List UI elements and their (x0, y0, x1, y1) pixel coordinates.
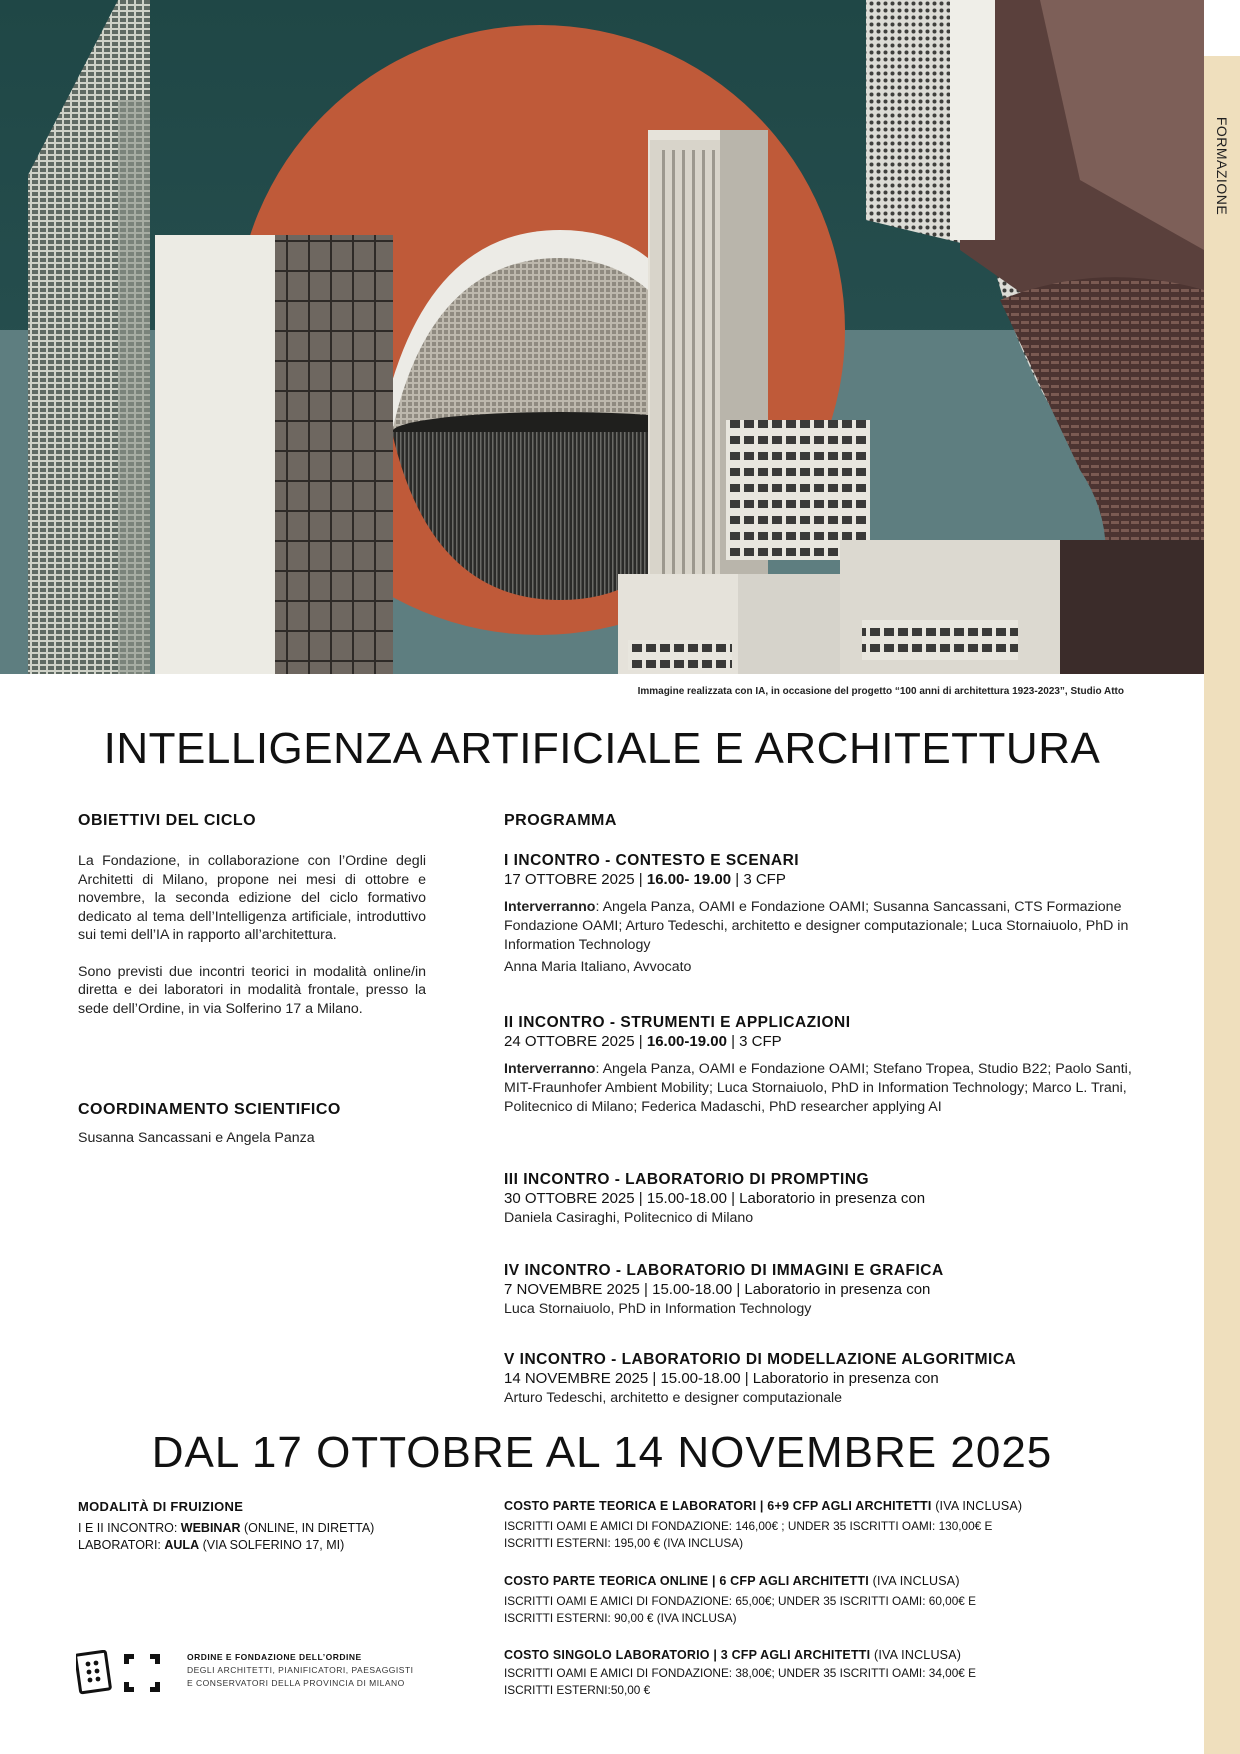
program-item-date: 24 OTTOBRE 2025 | 16.00-19.00 | 3 CFP (504, 1033, 782, 1050)
logo-text-line-2: DEGLI ARCHITETTI, PIANIFICATORI, PAESAGGISTI (187, 1665, 414, 1675)
logo-text-line-1: ORDINE E FONDAZIONE DELL’ORDINE (187, 1652, 362, 1662)
modality-line-1 (78, 1520, 458, 1537)
cost-section-3 (504, 1648, 1164, 1699)
date-range-banner: DAL 17 OTTOBRE AL 14 NOVEMBRE 2025 (151, 1428, 1053, 1477)
order-logo (76, 1650, 166, 1698)
modality-line-1-mode: WEBINAR (180, 1521, 241, 1535)
program-item-date: 17 OTTOBRE 2025 | 16.00- 19.00 | 3 CFP (504, 871, 786, 888)
page-title: INTELLIGENZA ARTIFICIALE E ARCHITETTURA (103, 724, 1101, 773)
program-item-cfp: 3 CFP (743, 871, 786, 888)
cost-heading-iva: (IVA INCLUSA) (868, 1574, 960, 1588)
cost-heading-text: COSTO PARTE TEORICA ONLINE | 6 CFP AGLI ARCHITETTI (504, 1574, 869, 1588)
modality-line-2-mode: AULA (164, 1538, 200, 1552)
program-item-4 (504, 1262, 1144, 1319)
program-item-2 (504, 1014, 1144, 1117)
hero-artwork (0, 0, 1204, 674)
program-item-cfp: 3 CFP (739, 1033, 782, 1050)
cost-heading (504, 1574, 1164, 1588)
cost-line-2: ISCRITTI ESTERNI: 195,00 € (IVA INCLUSA) (504, 1536, 744, 1550)
program-item-line-2: Arturo Tedeschi, architetto e designer computazionale (504, 1390, 843, 1406)
modality-line-1-prefix: I E II INCONTRO: (78, 1521, 181, 1535)
cost-line-1: ISCRITTI OAMI E AMICI DI FONDAZIONE: 146,00€ ; UNDER 35 ISCRITTI OAMI: 130,00€ E (504, 1519, 993, 1533)
cost-heading-text: COSTO PARTE TEORICA E LABORATORI | 6+9 CFP AGLI ARCHITETTI (504, 1499, 932, 1513)
objectives-heading: OBIETTIVI DEL CICLO (78, 812, 257, 829)
cost-heading-text: COSTO SINGOLO LABORATORIO | 3 CFP AGLI ARCHITETTI (504, 1648, 871, 1662)
cost-line-2: ISCRITTI ESTERNI: 90,00 € (IVA INCLUSA) (504, 1611, 737, 1625)
sidebar-label-container (1204, 56, 1240, 256)
coordination-text: Susanna Sancassani e Angela Panza (78, 1130, 315, 1146)
program-item-time: 16.00- 19.00 (646, 871, 732, 888)
sidebar-label: FORMAZIONE (1214, 116, 1230, 216)
program-item-line-2: Daniela Casiraghi, Politecnico di Milano (504, 1210, 754, 1226)
program-item-title: II INCONTRO - STRUMENTI E APPLICAZIONI (504, 1014, 851, 1031)
program-item-speakers (504, 898, 1144, 955)
coordination-section (78, 1101, 426, 1148)
program-item-line-1: 30 OTTOBRE 2025 | 15.00-18.00 | Laboratorio in presenza con (504, 1190, 926, 1207)
coordination-heading: COORDINAMENTO SCIENTIFICO (78, 1101, 341, 1118)
program-item-5 (504, 1351, 1144, 1408)
cost-section-2 (504, 1574, 1164, 1627)
order-logo-mark (76, 1650, 166, 1698)
logo-text-line-3: E CONSERVATORI DELLA PROVINCIA DI MILANO (187, 1678, 405, 1688)
program-item-extra: Anna Maria Italiano, Avvocato (504, 959, 692, 975)
modality-heading: MODALITÀ DI FRUIZIONE (78, 1499, 244, 1514)
speakers-label: Interverranno (504, 1061, 596, 1077)
hero-illustration (0, 0, 1204, 674)
objectives-section (78, 812, 426, 1018)
program-item-title: IV INCONTRO - LABORATORIO DI IMMAGINI E GRAFICA (504, 1262, 944, 1279)
speakers-list: : Angela Panza, OAMI e Fondazione OAMI; Susanna Sancassani, CTS Formazione Fondazione OAMI; Arturo Tedeschi, architetto e designer computazionale; Luca Stornaiuolo, PhD in Information Technology (504, 899, 1129, 953)
program-heading-container (504, 812, 1144, 830)
program-item-date-value: 17 OTTOBRE 2025 (504, 871, 635, 888)
sidebar-band (1204, 56, 1240, 1754)
program-item-speakers (504, 1060, 1144, 1117)
order-logo-text (187, 1652, 487, 1690)
program-item-title: III INCONTRO - LABORATORIO DI PROMPTING (504, 1171, 870, 1188)
cost-line-1: ISCRITTI OAMI E AMICI DI FONDAZIONE: 65,00€; UNDER 35 ISCRITTI OAMI: 60,00€ E (504, 1594, 976, 1608)
modality-section (78, 1499, 458, 1554)
cost-section-1 (504, 1499, 1164, 1552)
modality-line-2-suffix: (VIA SOLFERINO 17, MI) (199, 1538, 345, 1552)
cost-line-1: ISCRITTI OAMI E AMICI DI FONDAZIONE: 38,00€; UNDER 35 ISCRITTI OAMI: 34,00€ E (504, 1666, 976, 1680)
cost-heading (504, 1499, 1164, 1513)
program-item-line-1: 7 NOVEMBRE 2025 | 15.00-18.00 | Laboratorio in presenza con (504, 1281, 931, 1298)
program-item-title: I INCONTRO - CONTESTO E SCENARI (504, 852, 800, 869)
program-item-date-value: 24 OTTOBRE 2025 (504, 1033, 635, 1050)
cost-heading-iva: (IVA INCLUSA) (931, 1499, 1023, 1513)
program-item-line-2: Luca Stornaiuolo, PhD in Information Technology (504, 1301, 812, 1317)
modality-line-2 (78, 1537, 458, 1554)
speakers-list: : Angela Panza, OAMI e Fondazione OAMI; Stefano Tropea, Studio B22; Paolo Santi, MIT-Fraunhofer Ambient Mobility; Luca Stornaiuolo, PhD in Information Technology; Marco L. Trani, Politecnico di Milano; Federica Madaschi, PhD researcher applying AI (504, 1061, 1132, 1115)
speakers-label: Interverranno (504, 899, 596, 915)
objectives-paragraph-1: La Fondazione, in collaborazione con l’Ordine degli Architetti di Milano, propone nei mesi di ottobre e novembre, la seconda edizione del ciclo formativo dedicato al tema dell’Intelligenza artificiale, introduttivo sui temi dell’IA in rapporto all’architettura. (78, 853, 426, 943)
program-item-title: V INCONTRO - LABORATORIO DI MODELLAZIONE ALGORITMICA (504, 1351, 1017, 1368)
modality-line-1-suffix: (ONLINE, IN DIRETTA) (240, 1521, 375, 1535)
image-caption: Immagine realizzata con IA, in occasione del progetto “100 anni di architettura 1923-2023”, Studio Atto (637, 686, 1124, 697)
program-item-3 (504, 1171, 1144, 1228)
program-item-time: 16.00-19.00 (646, 1033, 727, 1050)
modality-line-2-prefix: LABORATORI: (78, 1538, 165, 1552)
program-item-1 (504, 852, 1144, 977)
cost-heading (504, 1648, 1164, 1662)
program-item-line-1: 14 NOVEMBRE 2025 | 15.00-18.00 | Laboratorio in presenza con (504, 1370, 939, 1387)
program-heading: PROGRAMMA (504, 812, 617, 829)
cost-heading-iva: (IVA INCLUSA) (870, 1648, 962, 1662)
cost-line-2: ISCRITTI ESTERNI:50,00 € (504, 1683, 651, 1697)
objectives-paragraph-2: Sono previsti due incontri teorici in modalità online/in diretta e dei laboratori in modalità frontale, presso la sede dell’Ordine, in via Solferino 17 a Milano. (78, 963, 426, 1017)
